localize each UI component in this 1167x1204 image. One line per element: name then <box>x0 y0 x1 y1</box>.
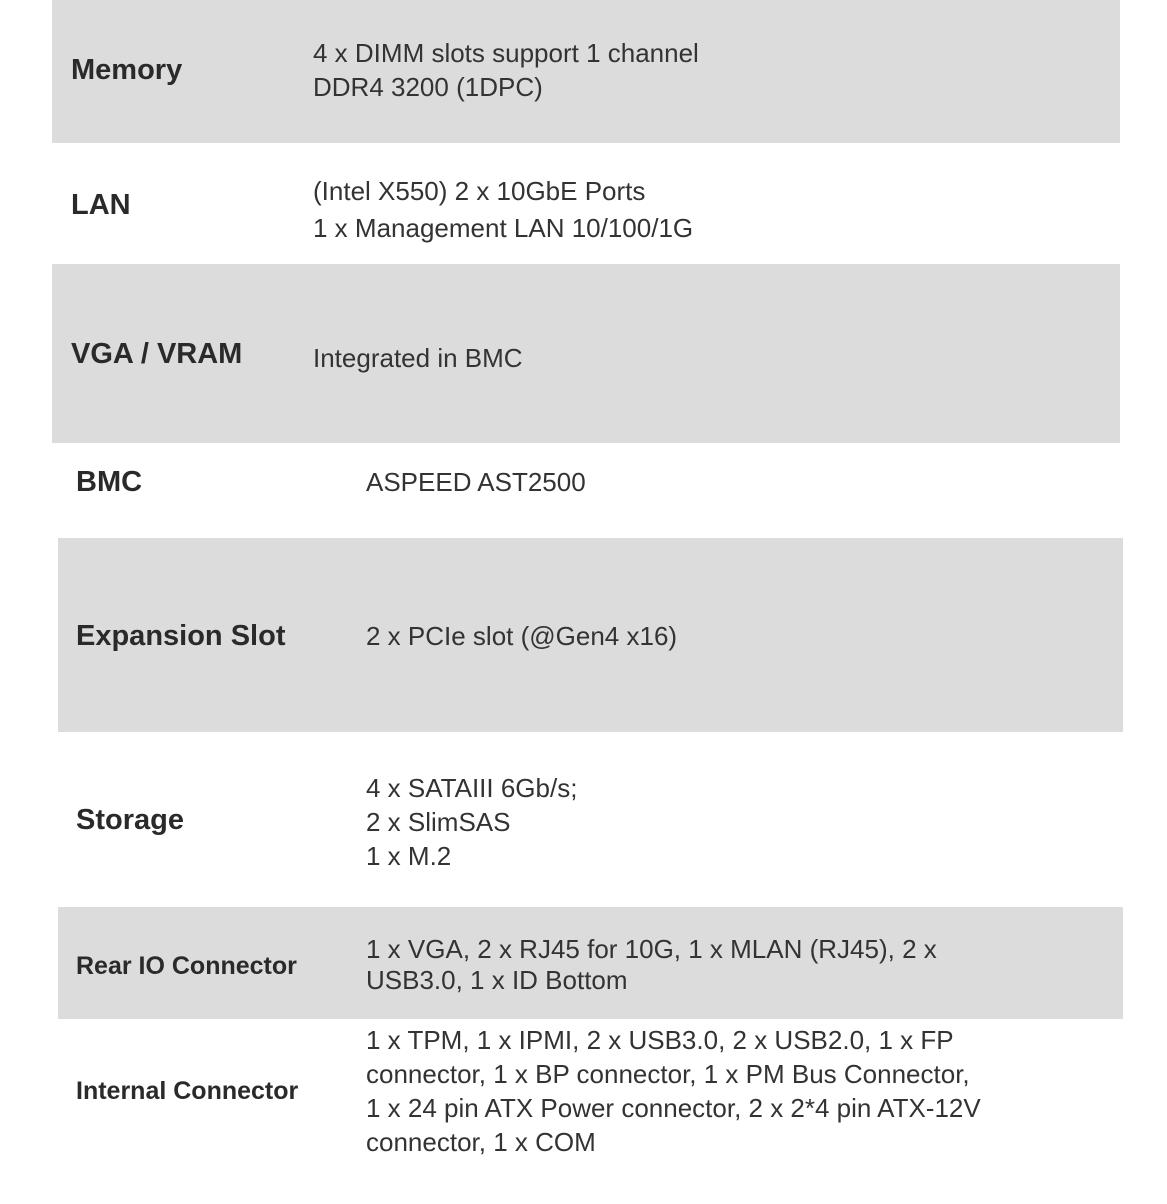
spec-row-vga <box>52 264 1120 443</box>
spec-value-line: 2 x SlimSAS <box>366 807 511 837</box>
spec-value <box>366 465 586 499</box>
spec-label: Storage <box>76 804 184 836</box>
spec-value-line: 1 x Management LAN 10/100/1G <box>313 213 694 243</box>
spec-label: LAN <box>71 189 131 221</box>
spec-value-line: 1 x 24 pin ATX Power connector, 2 x 2*4 pin ATX-12V <box>366 1093 981 1123</box>
spec-value-line: connector, 1 x COM <box>366 1127 596 1157</box>
spec-label: BMC <box>76 466 143 498</box>
spec-value <box>366 771 577 873</box>
spec-value <box>313 173 693 247</box>
spec-row-memory <box>52 0 1120 143</box>
spec-value-line: 1 x VGA, 2 x RJ45 for 10G, 1 x MLAN (RJ45), 2 x <box>366 934 937 964</box>
spec-row-storage <box>58 732 1123 907</box>
spec-value <box>313 341 523 375</box>
spec-row-expansion <box>58 538 1123 732</box>
spec-row-lan <box>52 143 1120 264</box>
spec-value-line: DDR4 3200 (1DPC) <box>313 72 543 102</box>
spec-row-rear-io <box>58 907 1123 1019</box>
spec-value <box>366 1023 981 1159</box>
spec-value <box>366 934 937 996</box>
spec-value <box>366 619 677 653</box>
spec-label: VGA / VRAM <box>71 338 243 370</box>
spec-label: Rear IO Connector <box>76 952 297 980</box>
spec-label: Expansion Slot <box>76 620 286 652</box>
spec-value-line: 1 x TPM, 1 x IPMI, 2 x USB3.0, 2 x USB2.0, 1 x FP <box>366 1025 954 1055</box>
spec-label: Internal Connector <box>76 1077 299 1105</box>
spec-value-line: USB3.0, 1 x ID Bottom <box>366 965 628 995</box>
spec-value-line: 4 x SATAIII 6Gb/s; <box>366 773 578 803</box>
spec-value-line: ASPEED AST2500 <box>366 467 586 497</box>
spec-label: Memory <box>71 54 183 86</box>
spec-row-internal <box>58 1019 1123 1169</box>
spec-value-line: (Intel X550) 2 x 10GbE Ports <box>313 176 646 206</box>
spec-row-bmc <box>58 443 1123 538</box>
spec-value-line: 2 x PCIe slot (@Gen4 x16) <box>366 621 678 651</box>
spec-value <box>313 36 699 104</box>
spec-value-line: 4 x DIMM slots support 1 channel <box>313 38 699 68</box>
spec-value-line: 1 x M.2 <box>366 841 452 871</box>
spec-value-line: connector, 1 x BP connector, 1 x PM Bus Connector, <box>366 1059 970 1089</box>
spec-value-line: Integrated in BMC <box>313 343 523 373</box>
